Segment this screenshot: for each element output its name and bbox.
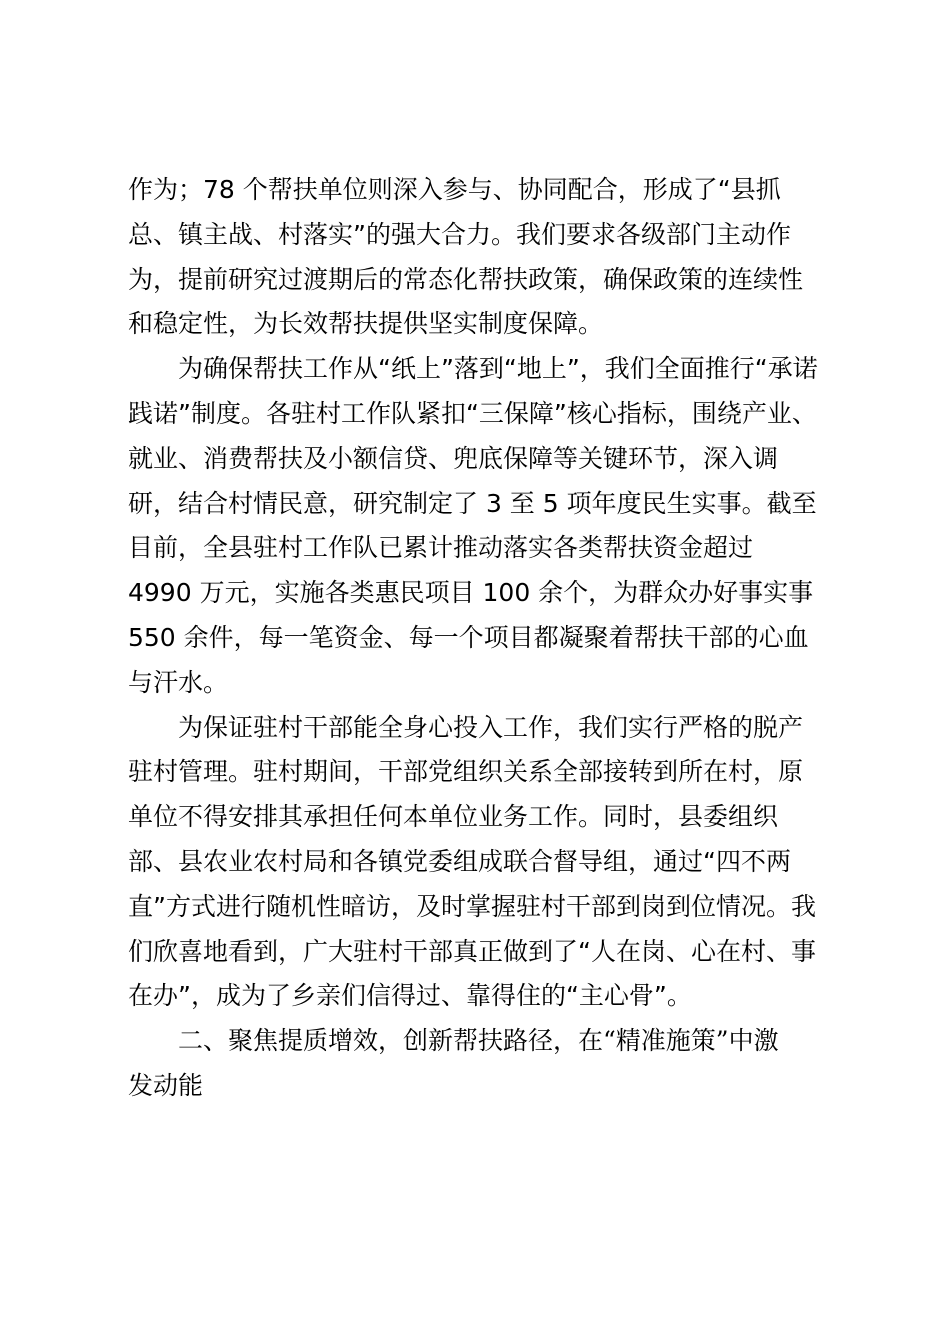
text-line: 就业、消费帮扶及小额信贷、兜底保障等关键环节，深入调 (128, 443, 779, 473)
text-line: 们欣喜地看到，广大驻村干部真正做到了“人在岗、心在村、事 (128, 936, 816, 966)
heading-line: 二、聚焦提质增效，创新帮扶路径，在“精准施策”中激 (178, 1026, 779, 1056)
text-line: 550 余件，每一笔资金、每一个项目都凝聚着帮扶干部的心血 (128, 622, 809, 652)
text-line: 目前，全县驻村工作队已累计推动落实各类帮扶资金超过 (128, 533, 754, 563)
heading-line: 发动能 (128, 1070, 204, 1100)
text-line: 为保证驻村干部能全身心投入工作，我们实行严格的脱产 (178, 712, 804, 742)
paragraph-continuation (128, 168, 832, 347)
text-line: 总、镇主战、村落实”的强大合力。我们要求各级部门主动作 (128, 219, 791, 249)
text-line: 单位不得安排其承担任何本单位业务工作。同时，县委组织 (128, 802, 779, 832)
text-line: 作为；78 个帮扶单位则深入参与、协同配合，形成了“县抓 (128, 175, 781, 204)
text-line: 为确保帮扶工作从“纸上”落到“地上”，我们全面推行“承诺 (178, 354, 818, 384)
text-line: 和稳定性，为长效帮扶提供坚实制度保障。 (128, 309, 604, 339)
section-heading (128, 1019, 832, 1109)
text-line: 为，提前研究过渡期后的常态化帮扶政策，确保政策的连续性 (128, 264, 804, 294)
paragraph-commitment (128, 347, 832, 705)
text-line: 4990 万元，实施各类惠民项目 100 余个，为群众办好事实事 (128, 578, 814, 608)
paragraph-management (128, 706, 832, 1020)
text-line: 直”方式进行随机性暗访，及时掌握驻村干部到岗到位情况。我 (128, 891, 816, 921)
text-line: 研，结合村情民意，研究制定了 3 至 5 项年度民生实事。截至 (128, 488, 817, 518)
document-body (128, 168, 832, 1109)
text-line: 与汗水。 (128, 667, 229, 697)
text-line: 驻村管理。驻村期间，干部党组织关系全部接转到所在村，原 (128, 757, 804, 787)
text-line: 在办”，成为了乡亲们信得过、靠得住的“主心骨”。 (128, 981, 692, 1011)
text-line: 部、县农业农村局和各镇党委组成联合督导组，通过“四不两 (128, 846, 791, 876)
text-line: 践诺”制度。各驻村工作队紧扣“三保障”核心指标，围绕产业、 (128, 398, 817, 428)
